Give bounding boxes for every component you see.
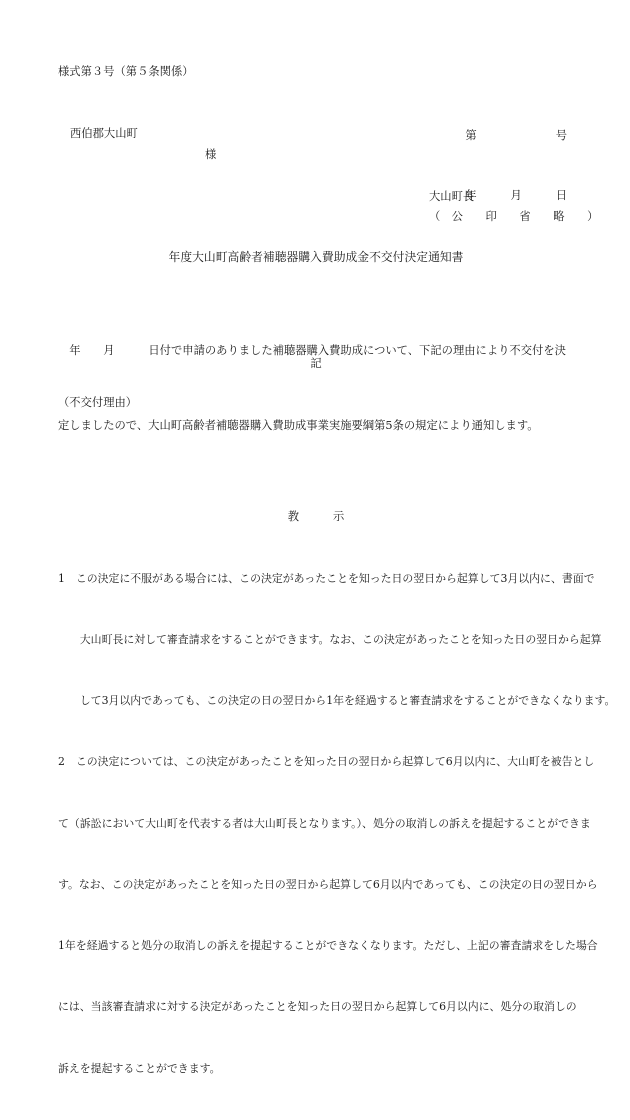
instruction-line: 1年を経過すると処分の取消しの訴えを提起することができなくなります。ただし、上記の審査請求をした場合 <box>58 939 598 953</box>
recipient-honorific: 様 <box>205 148 217 161</box>
page-title: 年度大山町高齢者補聴器購入費助成金不交付決定通知書 <box>168 250 464 264</box>
instruction-line: 1 この決定に不服がある場合には、この決定があったことを知った日の翌日から起算して3月以内に、書面で <box>58 571 595 585</box>
instruction-line: 大山町長に対して審査請求をすることができます。なお、この決定があったことを知った日の翌日から起算 <box>58 633 602 647</box>
issuer-seal-note: （ 公 印 省 略 ） <box>429 210 599 223</box>
body-line: 年 月 日付で申請のありました補聴器購入費助成について、下記の理由により不交付を決 <box>58 344 566 357</box>
ki-mark: 記 <box>310 357 322 370</box>
instruction-line: 2 この決定については、この決定があったことを知った日の翌日から起算して6月以内に、大山町を被告とし <box>58 755 595 769</box>
instruction-heading: 教 示 <box>287 510 345 523</box>
document-date-line: 年 月 日 <box>465 189 567 202</box>
form-number: 様式第３号（第５条関係） <box>58 65 194 78</box>
instruction-line: て（訴訟において大山町を代表する者は大山町長となります。）、処分の取消しの訴えを提起することができま <box>58 816 591 830</box>
recipient-organization: 西伯郡大山町 <box>70 127 138 140</box>
issuer-title: 大山町長 <box>429 190 475 203</box>
reason-label: （不交付理由） <box>58 396 138 409</box>
instruction-line: す。なお、この決定があったことを知った日の翌日から起算して6月以内であっても、この決定の日の翌日から <box>58 877 598 891</box>
body-line: 定しましたので、大山町高齢者補聴器購入費助成事業実施要綱第5条の規定により通知します。 <box>58 419 539 432</box>
document-sheet <box>58 0 616 1075</box>
instruction-body <box>58 528 616 1120</box>
document-number-line: 第 号 <box>465 129 567 142</box>
instruction-line: 訴えを提起することができます。 <box>58 1061 221 1075</box>
instruction-line: して3月以内であっても、この決定の日の翌日から1年を経過すると審査請求をすることができなくなります。 <box>58 694 616 708</box>
instruction-line: には、当該審査請求に対する決定があったことを知った日の翌日から起算して6月以内に、処分の取消しの <box>58 1000 577 1014</box>
body-paragraph <box>58 288 574 488</box>
